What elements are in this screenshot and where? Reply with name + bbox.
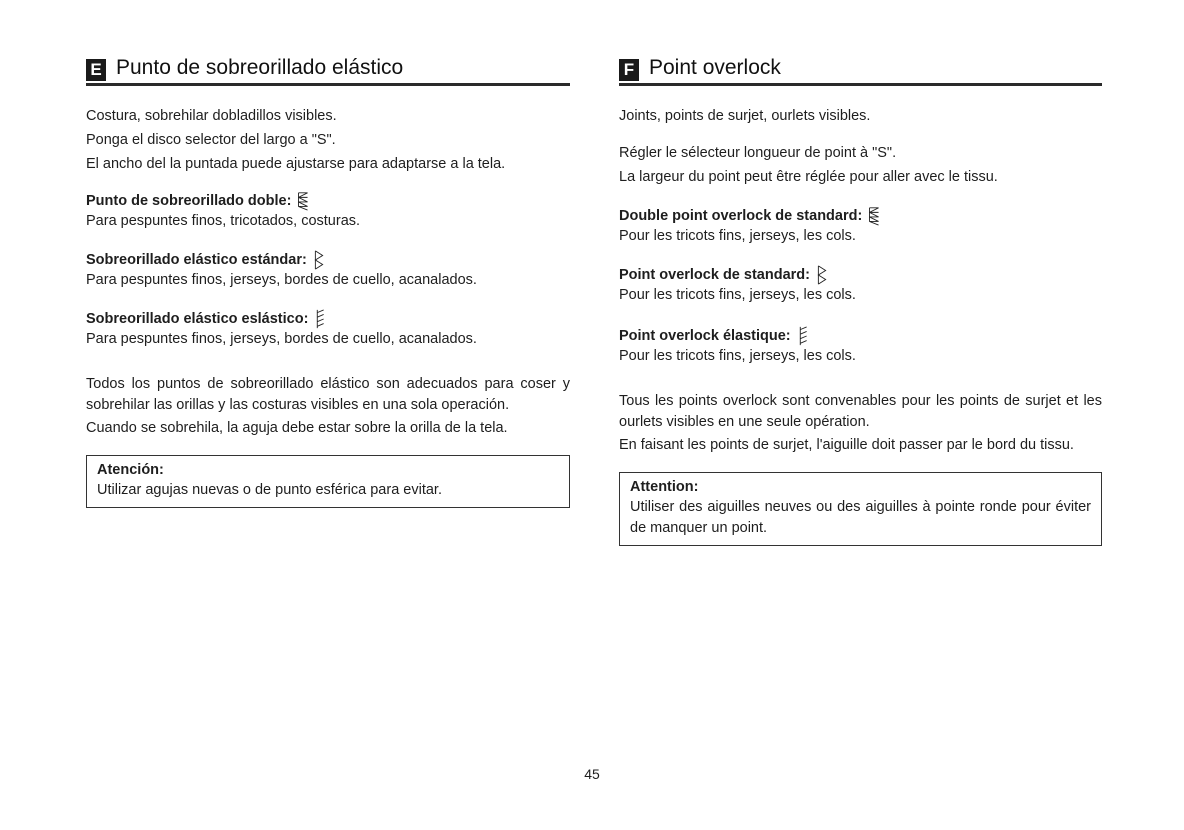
section-header-es: [86, 50, 570, 86]
section-title-es: Punto de sobreorillado elástico: [116, 56, 404, 79]
elastic-overlock-stitch-icon: [797, 326, 809, 346]
intro-line: La largeur du point peut être réglée pour aller avec le tissu.: [619, 169, 998, 185]
attention-box-es: [86, 455, 570, 508]
attention-box-fr: [619, 472, 1102, 546]
stitch-description: Pour les tricots fins, jerseys, les cols.: [619, 228, 856, 244]
intro-line: Ponga el disco selector del largo a "S".: [86, 132, 336, 148]
standard-overlock-stitch-icon: [313, 250, 325, 270]
stitch-heading: Point overlock de standard:: [619, 265, 1102, 285]
closing-paragraph: Cuando se sobrehila, la aguja debe estar sobre la orilla de la tela.: [86, 420, 508, 436]
double-overlock-stitch-icon: [297, 191, 309, 211]
stitch-description: Para pespuntes finos, jerseys, bordes de cuello, acanalados.: [86, 331, 477, 347]
closing-paragraph: En faisant les points de surjet, l'aiguille doit passer par le bord du tissu.: [619, 437, 1074, 453]
french-section: [619, 50, 1102, 546]
stitch-description: Pour les tricots fins, jerseys, les cols.: [619, 287, 856, 303]
stitch-heading: Point overlock élastique:: [619, 326, 1102, 346]
intro-line: Régler le sélecteur longueur de point à "S".: [619, 145, 897, 161]
intro-line: Joints, points de surjet, ourlets visibles.: [619, 108, 871, 124]
language-badge-es: E: [86, 59, 106, 81]
standard-overlock-stitch-icon: [816, 265, 828, 285]
stitch-description: Para pespuntes finos, tricotados, costuras.: [86, 213, 361, 229]
double-overlock-stitch-icon: [868, 206, 880, 226]
section-title-fr: Point overlock: [649, 56, 781, 79]
attention-title: Attention:: [630, 479, 699, 495]
language-badge-fr: F: [619, 59, 639, 81]
stitch-heading: Double point overlock de standard:: [619, 206, 1102, 226]
closing-paragraph: Todos los puntos de sobreorillado elástico son adecuados para coser y sobrehilar las orillas y las costuras visibles en una sola operación.: [86, 376, 570, 413]
closing-paragraph: Tous les points overlock sont convenables pour les points de surjet et les ourlets visibles en une seule opération.: [619, 393, 1102, 430]
attention-text: Utilizar agujas nuevas o de punto esférica para evitar.: [97, 482, 442, 498]
intro-line: Costura, sobrehilar dobladillos visibles.: [86, 108, 337, 124]
attention-text: Utiliser des aiguilles neuves ou des aiguilles à pointe ronde pour éviter de manquer un point.: [630, 499, 1091, 536]
stitch-description: Para pespuntes finos, jerseys, bordes de cuello, acanalados.: [86, 272, 477, 288]
stitch-heading: Sobreorillado elástico eslástico:: [86, 309, 570, 329]
stitch-description: Pour les tricots fins, jerseys, les cols.: [619, 348, 856, 364]
spanish-section: [86, 50, 570, 508]
stitch-heading: Sobreorillado elástico estándar:: [86, 250, 570, 270]
section-header-fr: [619, 50, 1102, 86]
stitch-heading: Punto de sobreorillado doble:: [86, 191, 570, 211]
intro-line: El ancho del la puntada puede ajustarse para adaptarse a la tela.: [86, 156, 506, 172]
attention-title: Atención:: [97, 462, 164, 478]
page-number: 45: [584, 766, 600, 782]
elastic-overlock-stitch-icon: [314, 309, 326, 329]
